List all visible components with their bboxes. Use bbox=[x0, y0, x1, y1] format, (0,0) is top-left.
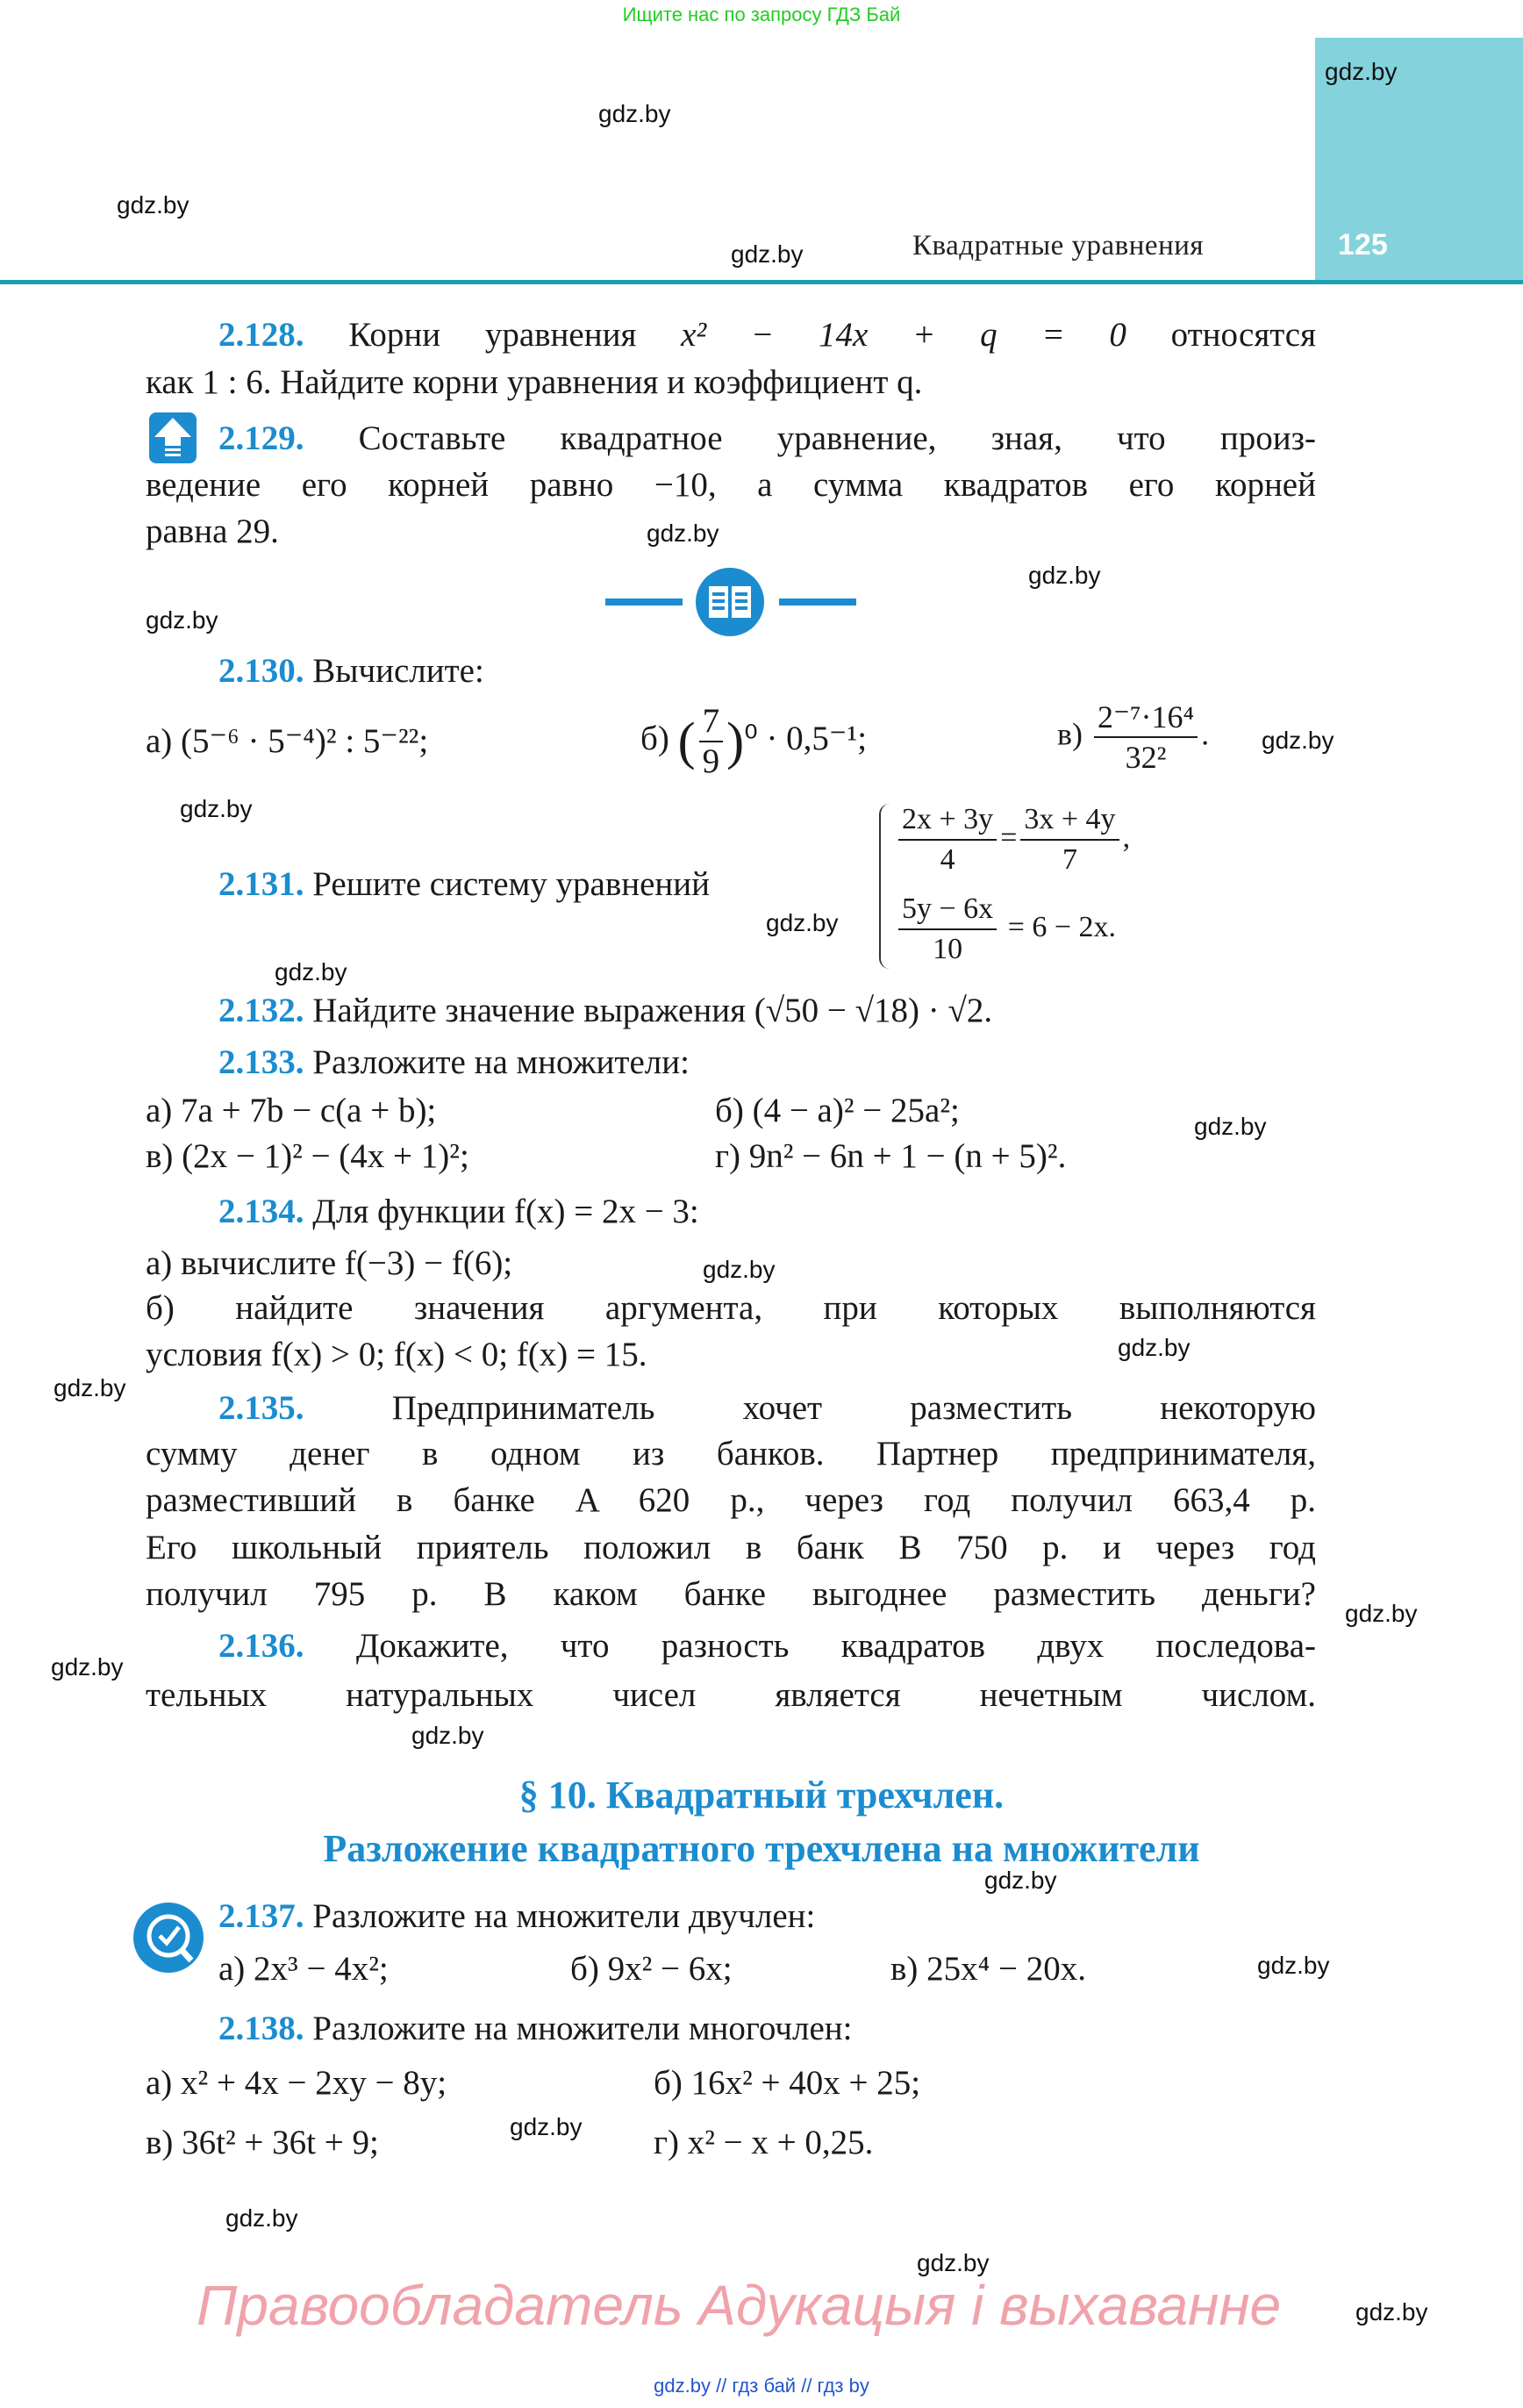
problem-number: 2.134. bbox=[218, 1193, 304, 1230]
watermark: gdz.by bbox=[703, 1256, 776, 1283]
problem-number: 2.132. bbox=[218, 992, 304, 1029]
watermark: gdz.by bbox=[117, 191, 189, 219]
denominator: 10 bbox=[933, 933, 963, 965]
problem-2-137 bbox=[218, 1894, 1316, 1939]
problem-2-138 bbox=[218, 2006, 1316, 2052]
text: Разложите на множители многочлен: bbox=[312, 2010, 853, 2047]
page-number: 125 bbox=[1338, 228, 1388, 262]
item-a: а) 7a + 7b − c(a + b); bbox=[146, 1092, 437, 1129]
denominator: 4 bbox=[940, 843, 955, 876]
problem-text: получил 795 р. В каком банке выгоднее разместить деньги? bbox=[146, 1575, 1316, 1613]
text: Предприниматель хочет разместить некоторую bbox=[391, 1389, 1317, 1427]
problem-2-132 bbox=[218, 988, 1316, 1034]
watermark: gdz.by bbox=[1028, 562, 1101, 589]
up-arrow-icon bbox=[149, 412, 197, 463]
problem-2-135 bbox=[218, 1386, 1316, 1431]
problem-2-133 bbox=[218, 1040, 1316, 1086]
item-b-cont: условия f(x) > 0; f(x) < 0; f(x) = 15. bbox=[146, 1336, 647, 1373]
problem-text: тельных натуральных чисел является нечетным числом. bbox=[146, 1676, 1316, 1714]
numerator: 3x + 4y bbox=[1020, 800, 1119, 841]
book-icon bbox=[695, 567, 765, 637]
watermark: gdz.by bbox=[1257, 1952, 1330, 1979]
problem-text: разместивший в банке A 620 р., через год получил 663,4 р. bbox=[146, 1481, 1316, 1519]
text: относятся bbox=[1170, 316, 1317, 354]
denominator: 7 bbox=[1062, 843, 1077, 876]
denominator: 32² bbox=[1125, 740, 1167, 775]
numerator: 5y − 6x bbox=[898, 890, 997, 930]
exponent-rest: ⁰ · 0,5⁻¹; bbox=[744, 719, 868, 757]
watermark: gdz.by bbox=[598, 100, 671, 127]
problem-number: 2.128. bbox=[218, 316, 304, 354]
equation-2 bbox=[895, 890, 1116, 969]
divider-line-right bbox=[779, 598, 856, 606]
watermark: gdz.by bbox=[411, 1722, 484, 1749]
problem-text: равна 29. bbox=[146, 512, 279, 550]
item-b: б) (4 − a)² − 25a²; bbox=[715, 1092, 960, 1129]
problem-text: сумму денег в одном из банков. Партнер предпринимателя, bbox=[146, 1435, 1316, 1473]
running-title: Квадратные уравнения bbox=[912, 230, 1205, 262]
watermark: gdz.by bbox=[510, 2113, 583, 2140]
magnifier-check-icon bbox=[133, 1901, 205, 1976]
problem-2-131 bbox=[218, 862, 1316, 907]
problem-number: 2.136. bbox=[218, 1627, 304, 1665]
problem-2-134 bbox=[218, 1189, 1316, 1235]
problem-text: как 1 : 6. Найдите корни уравнения и коэффициент q. bbox=[146, 363, 923, 401]
header-rule bbox=[0, 280, 1523, 284]
watermark: gdz.by bbox=[275, 958, 347, 985]
item-b: б) 16x² + 40x + 25; bbox=[654, 2064, 921, 2102]
footer-links[interactable]: gdz.by // гдз бай // гдз by bbox=[654, 2375, 869, 2397]
section-subtitle: Разложение квадратного трехчлена на множители bbox=[323, 1827, 1200, 1870]
item-a: а) вычислите f(−3) − f(6); bbox=[146, 1244, 513, 1282]
item-b: б) ( $\frac{7}{9}$ )⁰ · 0,5⁻¹; bbox=[640, 702, 868, 780]
watermark: gdz.by bbox=[1118, 1334, 1191, 1361]
watermark: gdz.by bbox=[180, 795, 253, 822]
item-b: б) 9x² − 6x; bbox=[570, 1950, 733, 1988]
punct: , bbox=[1122, 821, 1131, 854]
denominator: 9 bbox=[702, 742, 720, 780]
equation-1 bbox=[895, 800, 1130, 879]
problem-text: ведение его корней равно −10, а сумма квадратов его корней bbox=[146, 466, 1316, 504]
problem-text: Его школьный приятель положил в банк B 750 р. и через год bbox=[146, 1529, 1316, 1566]
search-hint: Ищите нас по запросу ГДЗ Бай bbox=[622, 4, 901, 25]
rhs: = 6 − 2x. bbox=[1007, 910, 1117, 943]
item-d: г) x² − x + 0,25. bbox=[654, 2124, 874, 2161]
item-c: в) 36t² + 36t + 9; bbox=[146, 2124, 379, 2161]
problem-2-128 bbox=[218, 312, 1316, 358]
text: Корни bbox=[348, 316, 441, 354]
watermark: gdz.by bbox=[51, 1653, 124, 1681]
equation: x² − 14x + q = 0 bbox=[681, 316, 1126, 354]
numerator: 7 bbox=[699, 702, 724, 742]
problem-number: 2.138. bbox=[218, 2010, 304, 2047]
watermark: gdz.by bbox=[1355, 2298, 1428, 2326]
problem-number: 2.135. bbox=[218, 1389, 304, 1427]
problem-2-129 bbox=[218, 416, 1316, 462]
watermark: gdz.by bbox=[647, 520, 719, 547]
item-b: б) найдите значения аргумента, при которых выполняются bbox=[146, 1289, 1316, 1327]
system-brace bbox=[879, 804, 893, 969]
problem-number: 2.130. bbox=[218, 652, 304, 690]
item-a: а) x² + 4x − 2xy − 8y; bbox=[146, 2064, 447, 2102]
divider-line-left bbox=[605, 598, 683, 606]
text: Докажите, что разность квадратов двух последова- bbox=[355, 1627, 1317, 1665]
problem-2-136 bbox=[218, 1623, 1316, 1669]
watermark: gdz.by bbox=[1194, 1113, 1267, 1140]
problem-2-130 bbox=[218, 649, 1316, 694]
problem-number: 2.137. bbox=[218, 1897, 304, 1935]
text: Найдите значение выражения bbox=[312, 992, 747, 1029]
watermark: gdz.by bbox=[225, 2204, 298, 2232]
watermark: gdz.by bbox=[731, 240, 804, 268]
watermark: gdz.by bbox=[984, 1867, 1057, 1894]
problem-number: 2.131. bbox=[218, 865, 304, 903]
item-a: а) (5⁻⁶ · 5⁻⁴)² : 5⁻²²; bbox=[146, 722, 429, 760]
watermark: gdz.by bbox=[1345, 1600, 1418, 1627]
numerator: 2x + 3y bbox=[898, 800, 997, 841]
label: в) bbox=[1057, 716, 1083, 752]
expression: (√50 − √18) · √2. bbox=[754, 992, 993, 1029]
text: Разложите на множители: bbox=[312, 1043, 690, 1081]
item-c bbox=[1057, 698, 1209, 777]
text: Вычислите: bbox=[312, 652, 484, 690]
text: Составьте квадратное уравнение, зная, что произ- bbox=[358, 419, 1316, 457]
watermark: gdz.by bbox=[1262, 727, 1334, 754]
text: Для функции f(x) = 2x − 3: bbox=[312, 1193, 699, 1230]
item-c: в) 25x⁴ − 20x. bbox=[890, 1950, 1086, 1988]
numerator: 2⁻⁷·16⁴ bbox=[1094, 698, 1198, 738]
item-d: г) 9n² − 6n + 1 − (n + 5)². bbox=[715, 1137, 1067, 1175]
fraction bbox=[1094, 698, 1198, 777]
problem-number: 2.133. bbox=[218, 1043, 304, 1081]
watermark: gdz.by bbox=[54, 1374, 126, 1401]
equals: = bbox=[1000, 821, 1018, 854]
item-a: а) 2x³ − 4x²; bbox=[218, 1950, 389, 1988]
text: уравнения bbox=[484, 316, 637, 354]
label: б) bbox=[640, 719, 669, 757]
problem-number: 2.129. bbox=[218, 419, 304, 457]
section-title: § 10. Квадратный трехчлен. bbox=[518, 1774, 1005, 1817]
item-c: в) (2x − 1)² − (4x + 1)²; bbox=[146, 1137, 469, 1175]
watermark: gdz.by bbox=[146, 606, 218, 634]
watermark: gdz.by bbox=[917, 2249, 990, 2276]
text: Решите систему уравнений bbox=[312, 865, 711, 903]
punct: . bbox=[1201, 716, 1210, 752]
copyright-notice: Правообладатель Адукацыя і выхаванне bbox=[197, 2274, 1282, 2337]
watermark: gdz.by bbox=[766, 909, 839, 936]
fraction bbox=[699, 702, 724, 781]
watermark: gdz.by bbox=[1325, 58, 1398, 85]
text: Разложите на множители двучлен: bbox=[312, 1897, 816, 1935]
